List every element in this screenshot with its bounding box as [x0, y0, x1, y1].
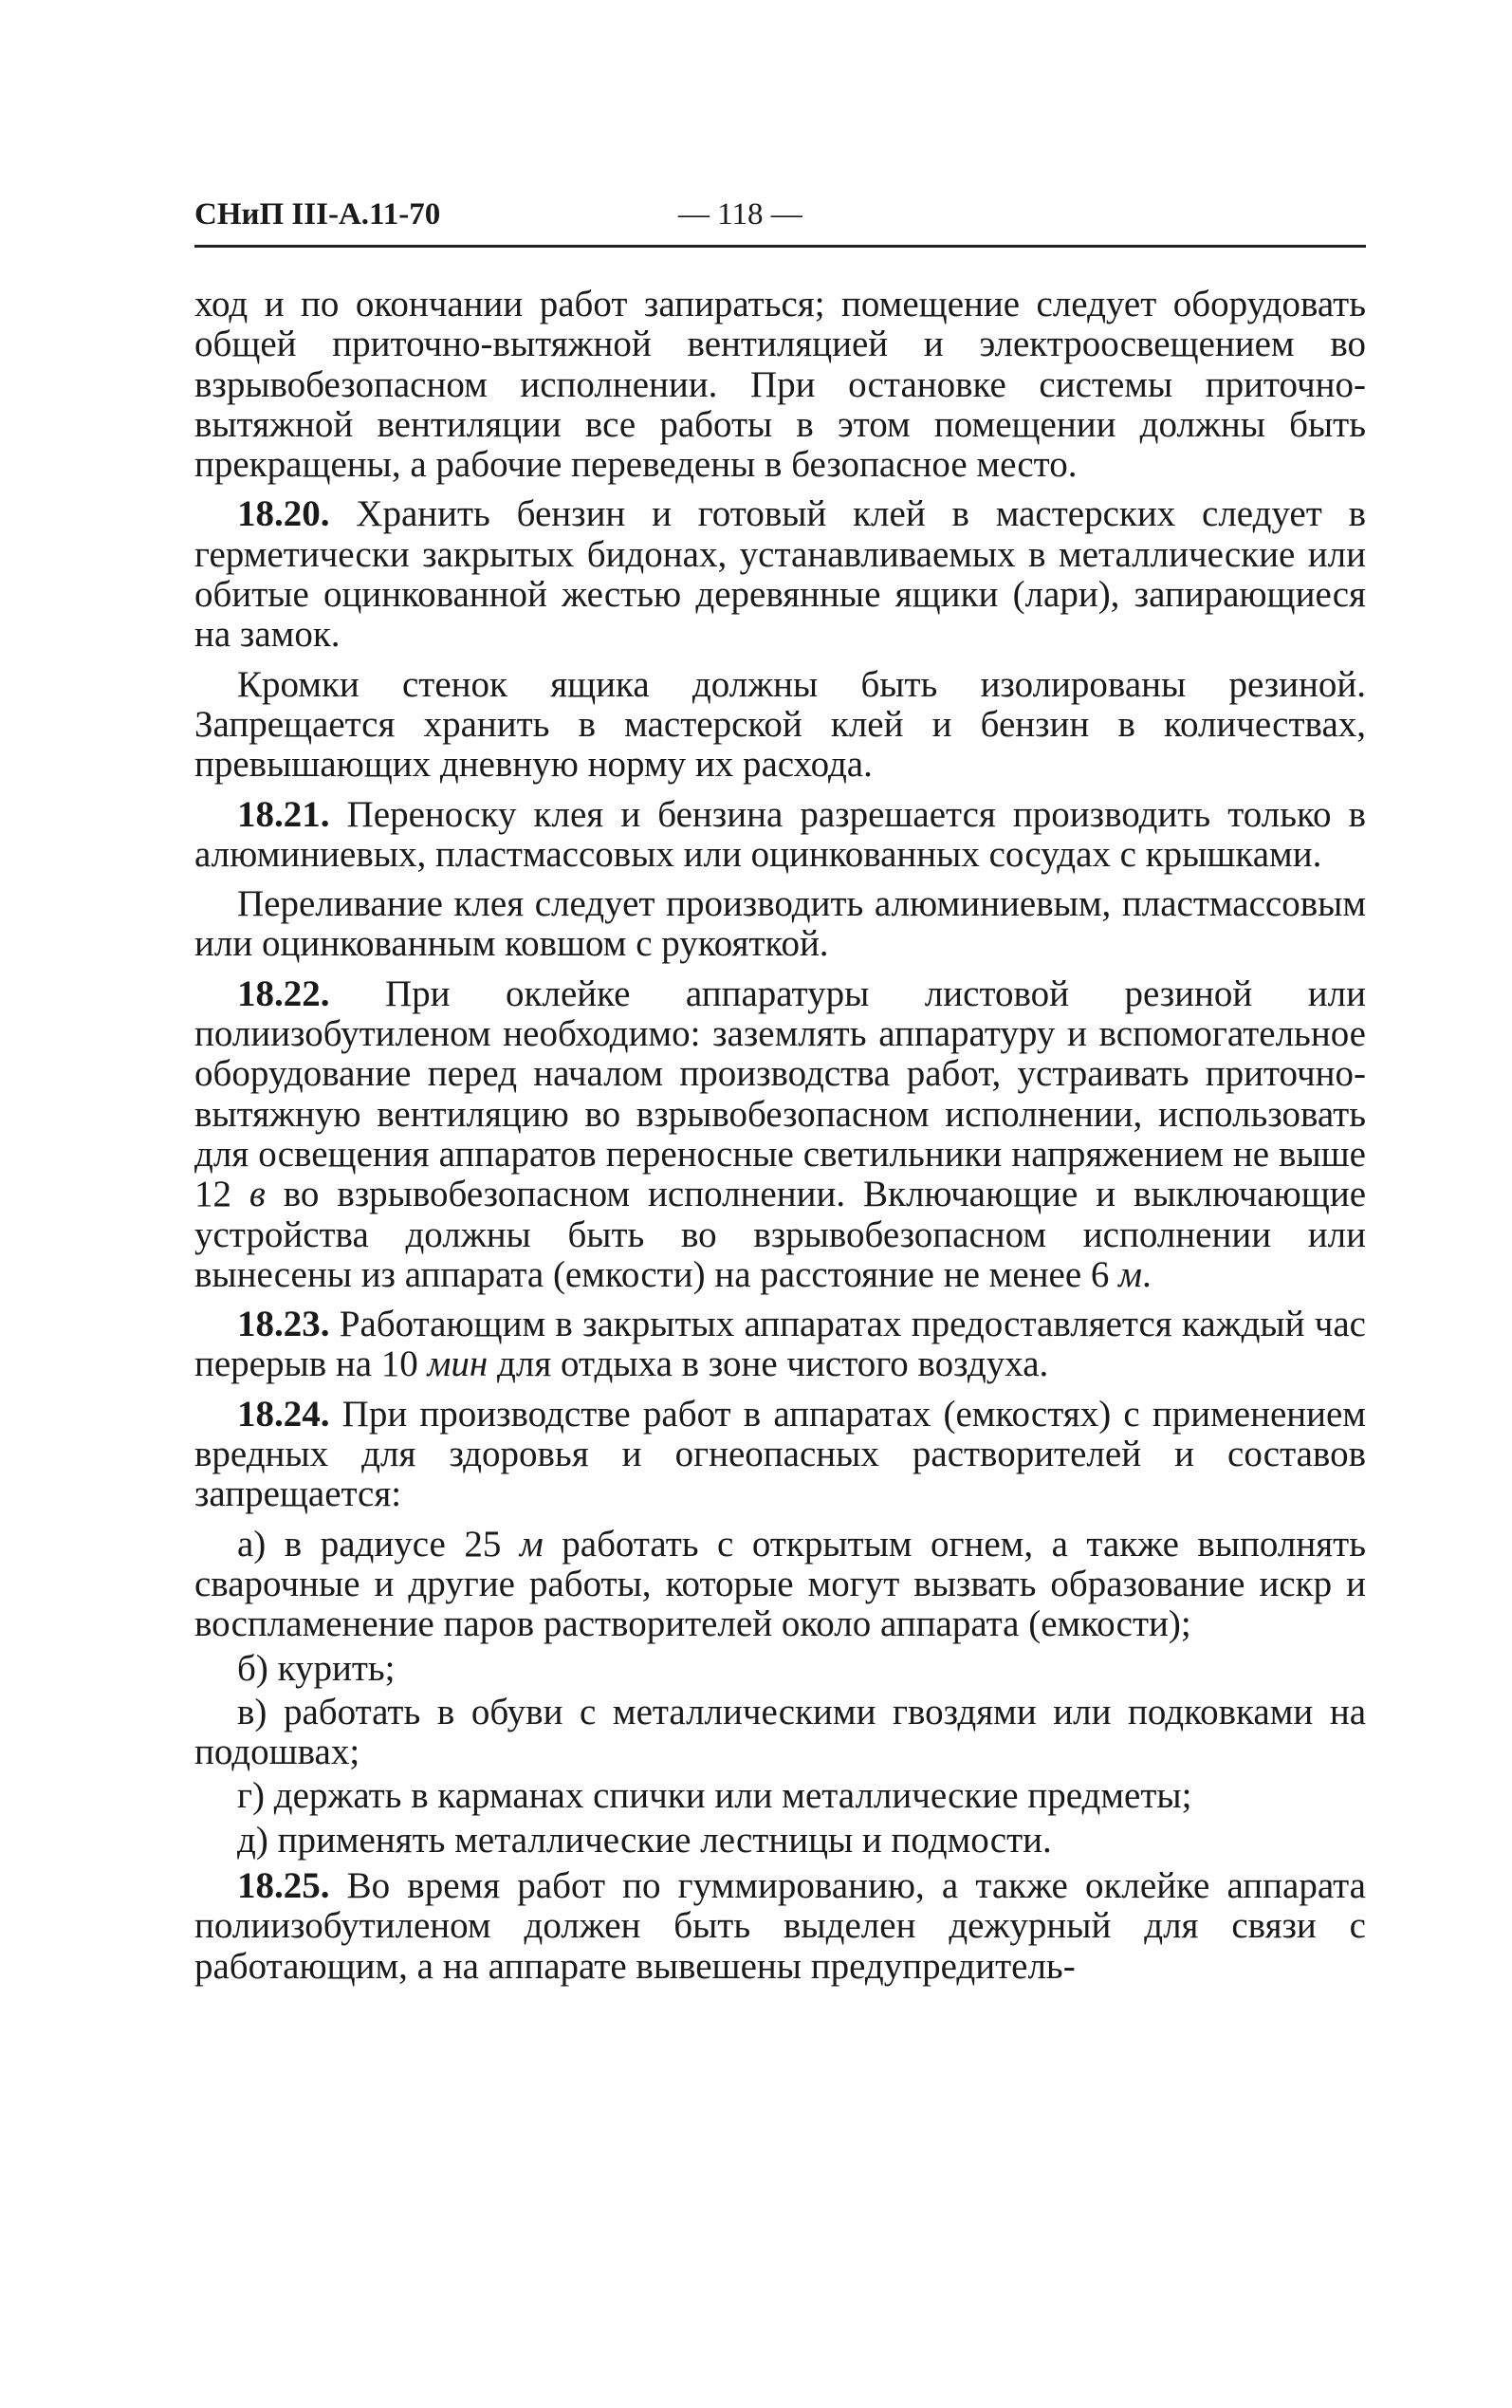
paragraph: ход и по окончании работ запираться; помещение следует оборудовать общей приточно-вытяжной вентиляцией и электроосвещением во взрывобезопасном исполнении. При остановке системы приточно-вытяжной вентиляции все работы в этом помещении должны быть прекращены, а рабочие переведены в безопасное место.	[194, 284, 1366, 486]
unit-minute: мин	[427, 1343, 489, 1385]
clause-18-20: 18.20. Хранить бензин и готовый клей в мастерских следует в герметически закрытых бидонах, устанавливаемых в металлические или обитые оцинкованной жестью деревянные ящики (лари), запирающиеся на замок.	[194, 493, 1366, 656]
clause-18-24: 18.24. При производстве работ в аппаратах (емкостях) с применением вредных для здоровья и огнеопасных растворителей и составов запрещается:	[194, 1393, 1366, 1515]
unit-meter: м	[519, 1523, 544, 1565]
clause-number: 18.22.	[237, 972, 330, 1014]
list-item: д) применять металлические лестницы и подмости.	[237, 1819, 1052, 1861]
list-item: в) работать в обуви с металлическими гвоздями или подковками на подошвах;	[194, 1691, 1366, 1773]
list-item: г) держать в карманах спички или металлические предметы;	[237, 1775, 1192, 1817]
clause-number: 18.20.	[237, 493, 330, 535]
clause-18-23: 18.23. Работающим в закрытых аппаратах предоставляется каждый час перерыв на 10 мин для отдыха в зоне чистого воздуха.	[194, 1304, 1366, 1385]
list-item: б) курить;	[237, 1647, 396, 1689]
header-rule	[194, 245, 1366, 248]
clause-number: 18.24.	[237, 1393, 330, 1435]
unit-volt: в	[249, 1174, 266, 1215]
page-header	[194, 197, 1366, 235]
clause-18-21: 18.21. Переноску клея и бензина разрешается производить только в алюминиевых, пластмассовых или оцинкованных сосудах с крышками.	[194, 793, 1366, 875]
paragraph: Кромки стенок ящика должны быть изолированы резиной. Запрещается хранить в мастерской клей и бензин в количествах, превышающих дневную норму их расхода.	[194, 663, 1366, 786]
document-code: СНиП III-А.11-70	[194, 197, 441, 232]
paragraph: Переливание клея следует производить алюминиевым, пластмассовым или оцинкованным ковшом с рукояткой.	[194, 883, 1366, 965]
clause-18-22: 18.22. При оклейке аппаратуры листовой резиной или полиизобутиленом необходимо: заземлять аппаратуру и вспомогательное оборудование перед началом производства работ, устраивать приточно-вытяжную вентиляцию во взрывобезопасном исполнении, использовать для освещения аппаратов переносные светильники напряжением не выше 12 в во взрывобезопасном исполнении. Включающие и выключающие устройства должны быть во взрывобезопасном исполнении или вынесены из аппарата (емкости) на расстояние не менее 6 м.	[194, 972, 1366, 1295]
document-body	[194, 285, 1366, 1996]
page-number: — 118 —	[678, 197, 802, 232]
clause-number: 18.23.	[237, 1304, 330, 1345]
list-item: а) в радиусе 25 м работать с открытым огнем, а также выполнять сварочные и другие работы, которые могут вызвать образование искр и воспламенение паров растворителей около аппарата (емкости);	[194, 1523, 1366, 1645]
clause-number: 18.25.	[237, 1864, 330, 1906]
clause-number: 18.21.	[237, 793, 330, 835]
unit-meter: м	[1118, 1253, 1143, 1295]
clause-18-25: 18.25. Во время работ по гуммированию, а также оклейке аппарата полиизобутиленом должен быть выделен дежурный для связи с работающим, а на аппарате вывешены предупредитель-	[194, 1864, 1366, 1987]
